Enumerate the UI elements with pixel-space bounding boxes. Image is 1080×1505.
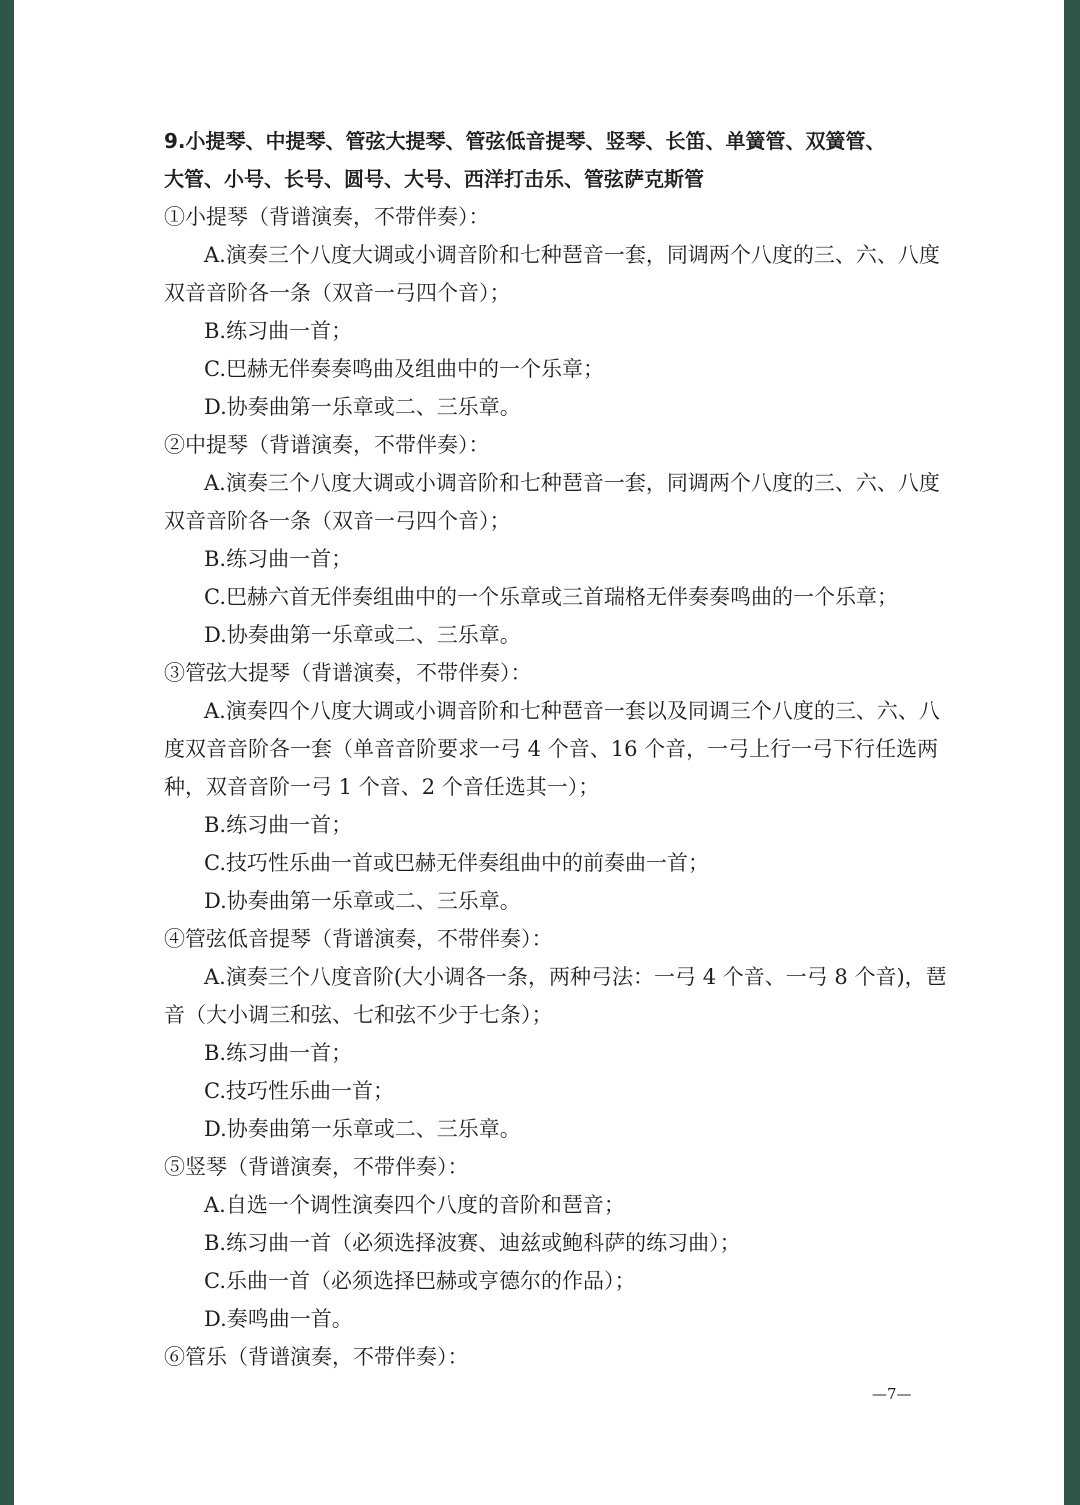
paragraph-line: ⑥管乐（背谱演奏，不带伴奏）：: [164, 1345, 469, 1369]
paragraph-line: D.协奏曲第一乐章或二、三乐章。: [204, 623, 521, 647]
page-number: —7—: [872, 1385, 912, 1403]
paragraph-line: A.演奏三个八度音阶(大小调各一条，两种弓法：一弓 4 个音、一弓 8 个音)，琶: [204, 965, 947, 989]
paragraph-line: A.自选一个调性演奏四个八度的音阶和琶音；: [204, 1193, 625, 1217]
paragraph-list: [164, 198, 947, 1376]
paragraph-line: C.技巧性乐曲一首或巴赫无伴奏组曲中的前奏曲一首；: [204, 851, 709, 875]
paragraph-line: A.演奏三个八度大调或小调音阶和七种琶音一套，同调两个八度的三、六、八度: [204, 243, 940, 267]
paragraph-line: B.练习曲一首；: [204, 813, 353, 837]
paragraph-line: C.技巧性乐曲一首；: [204, 1079, 394, 1103]
paragraph-line: B.练习曲一首（必须选择波赛、迪兹或鲍科萨的练习曲）；: [204, 1231, 741, 1255]
paragraph-line: D.协奏曲第一乐章或二、三乐章。: [204, 889, 521, 913]
paragraph-line: 音（大小调三和弦、七和弦不少于七条）；: [164, 1003, 553, 1027]
paragraph-line: D.协奏曲第一乐章或二、三乐章。: [204, 1117, 521, 1141]
paragraph-line: D.奏鸣曲一首。: [204, 1307, 353, 1331]
paragraph-line: B.练习曲一首；: [204, 547, 353, 571]
section-heading-line: 9.小提琴、中提琴、管弦大提琴、管弦低音提琴、竖琴、长笛、单簧管、双簧管、: [164, 129, 886, 153]
paragraph-line: A.演奏三个八度大调或小调音阶和七种琶音一套，同调两个八度的三、六、八度: [204, 471, 940, 495]
paragraph-line: ④管弦低音提琴（背谱演奏，不带伴奏）：: [164, 927, 553, 951]
section-heading-line: 大管、小号、长号、圆号、大号、西洋打击乐、管弦萨克斯管: [164, 167, 704, 191]
paragraph-line: B.练习曲一首；: [204, 319, 353, 343]
paragraph-line: B.练习曲一首；: [204, 1041, 353, 1065]
document-body: [164, 122, 947, 1376]
paragraph-line: 双音音阶各一条（双音一弓四个音）；: [164, 509, 511, 533]
paragraph-line: A.演奏四个八度大调或小调音阶和七种琶音一套以及同调三个八度的三、六、八: [204, 699, 940, 723]
paragraph-line: ③管弦大提琴（背谱演奏，不带伴奏）：: [164, 661, 532, 685]
document-page: [14, 0, 1064, 1505]
paragraph-line: C.巴赫六首无伴奏组曲中的一个乐章或三首瑞格无伴奏奏鸣曲的一个乐章；: [204, 585, 898, 609]
paragraph-line: 度双音音阶各一套（单音音阶要求一弓 4 个音、16 个音，一弓上行一弓下行任选两: [164, 737, 939, 761]
paragraph-line: ⑤竖琴（背谱演奏，不带伴奏）：: [164, 1155, 469, 1179]
paragraph-line: 双音音阶各一条（双音一弓四个音）；: [164, 281, 511, 305]
paragraph-line: 种，双音音阶一弓 1 个音、2 个音任选其一）；: [164, 775, 600, 799]
paragraph-line: C.乐曲一首（必须选择巴赫或亨德尔的作品）；: [204, 1269, 636, 1293]
paragraph-line: ①小提琴（背谱演奏，不带伴奏）：: [164, 205, 490, 229]
paragraph-line: C.巴赫无伴奏奏鸣曲及组曲中的一个乐章；: [204, 357, 604, 381]
paragraph-line: ②中提琴（背谱演奏，不带伴奏）：: [164, 433, 490, 457]
paragraph-line: D.协奏曲第一乐章或二、三乐章。: [204, 395, 521, 419]
section-heading: [164, 122, 926, 198]
